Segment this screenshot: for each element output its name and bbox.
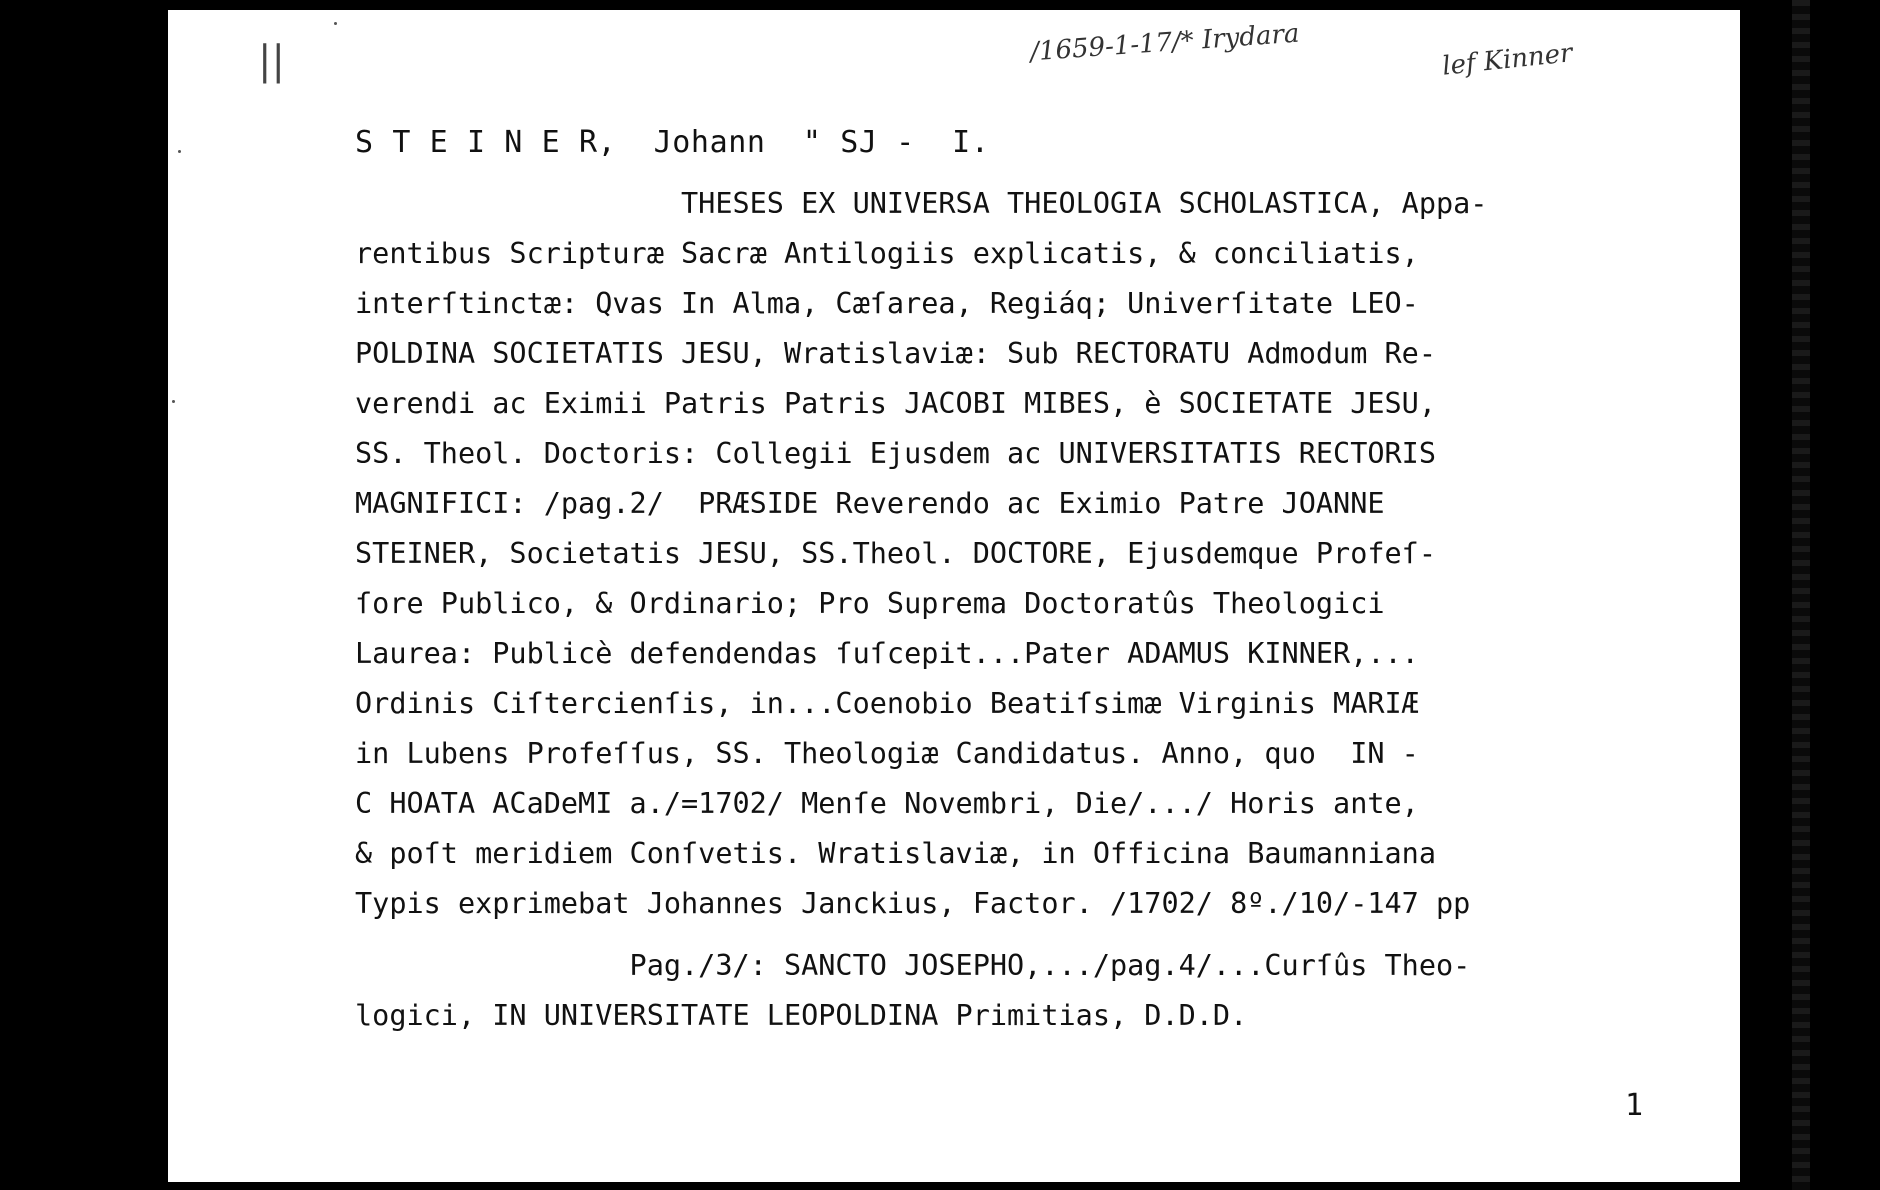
page-number: 1 — [1625, 1088, 1644, 1123]
handwritten-note-top: /1659-1-17/* Irydara — [1029, 18, 1301, 68]
card-line: POLDINA SOCIETATIS JESU, Wratislaviæ: Sub RECTORATU Admodum Re- — [355, 337, 1436, 370]
card-heading: S T E I N E R, Johann " SJ - I. — [355, 125, 990, 160]
handwritten-note-kinner: lef Kinner — [1440, 38, 1574, 82]
card-line: MAGNIFICI: /pag.2/ PRÆSIDE Reverendo ac Eximio Patre JOANNE — [355, 487, 1385, 520]
card-line: & poſt meridiem Conſvetis. Wratislaviæ, in Officina Baumanniana — [355, 837, 1436, 870]
card-line: logici, IN UNIVERSITATE LEOPOLDINA Primitias, D.D.D. — [355, 999, 1248, 1032]
card-line: ſore Publico, & Ordinario; Pro Suprema Doctoratûs Theologici — [355, 587, 1385, 620]
card-line: verendi ac Eximii Patris Patris JACOBI MIBES, è SOCIETATE JESU, — [355, 387, 1436, 420]
card-line: Ordinis Ciſtercienſis, in...Coenobio Beatiſsimæ Virginis MARIÆ — [355, 687, 1419, 720]
card-line: Typis exprimebat Johannes Janckius, Factor. /1702/ 8º./10/-147 pp — [355, 887, 1471, 920]
corner-mark: || — [258, 38, 285, 84]
card-line: rentibus Scripturæ Sacræ Antilogiis explicatis, & conciliatis, — [355, 237, 1419, 270]
speck — [178, 150, 181, 153]
card-line: C HOATA ACaDeMI a./=1702/ Menſe Novembri, Die/.../ Horis ante, — [355, 787, 1419, 820]
speck — [334, 22, 337, 25]
scan-edge-strip — [1792, 0, 1810, 1190]
card-line: Pag./3/: SANCTO JOSEPHO,.../pag.4/...Curſûs Theo- — [355, 949, 1471, 982]
card-line: THESES EX UNIVERSA THEOLOGIA SCHOLASTICA, Appa- — [355, 187, 1488, 220]
card-line: interſtinctæ: Qvas In Alma, Cæſarea, Regiáq; Univerſitate LEO- — [355, 287, 1419, 320]
card-line: Laurea: Publicè defendendas ſuſcepit...Pater ADAMUS KINNER,... — [355, 637, 1419, 670]
card-line: SS. Theol. Doctoris: Collegii Ejusdem ac UNIVERSITATIS RECTORIS — [355, 437, 1436, 470]
card-line: in Lubens Profeſſus, SS. Theologiæ Candidatus. Anno, quo IN - — [355, 737, 1419, 770]
speck — [172, 400, 175, 403]
card-line: STEINER, Societatis JESU, SS.Theol. DOCTORE, Ejusdemque Profeſ- — [355, 537, 1436, 570]
